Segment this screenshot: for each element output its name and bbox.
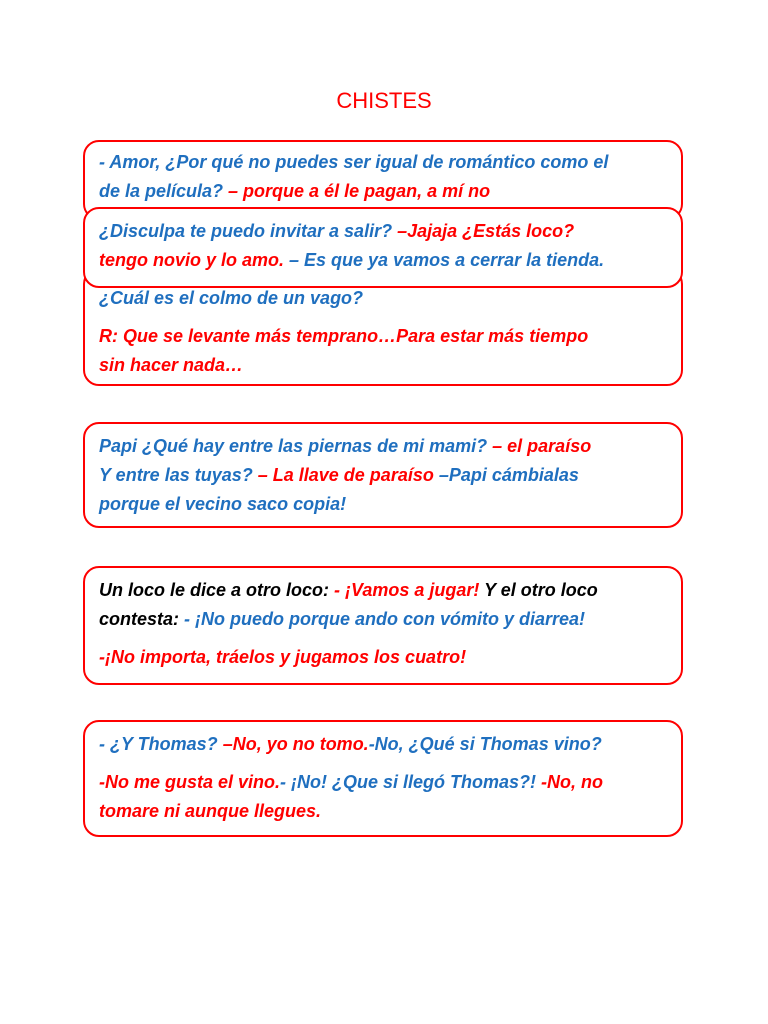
joke-answer: – el paraíso <box>487 436 592 456</box>
joke-line <box>99 217 667 246</box>
joke-answer: -No me gusta el vino. <box>99 772 281 792</box>
joke-reply: - ¡No puedo porque ando con vómito y diarrea! <box>179 609 586 629</box>
joke-line <box>99 576 667 605</box>
joke-line <box>99 284 667 313</box>
joke-punchline: –Papi cámbialas <box>433 465 579 485</box>
joke-answer: tomare ni aunque llegues. <box>99 801 322 821</box>
joke-line <box>99 643 667 672</box>
joke-line <box>99 490 667 519</box>
joke-question: ¿Disculpa te puedo invitar a salir? <box>99 221 393 241</box>
joke-punchline: – Es que ya vamos a cerrar la tienda. <box>284 250 605 270</box>
joke-answer: - ¡Vamos a jugar! <box>329 580 480 600</box>
joke-line <box>99 351 667 380</box>
joke-question: ¿Cuál es el colmo de un vago? <box>99 288 364 308</box>
joke-narration: contesta: <box>99 609 180 629</box>
joke-narration: Y el otro loco <box>479 580 598 600</box>
joke-punchline: porque el vecino saco copia! <box>99 494 347 514</box>
joke-line <box>99 177 667 206</box>
joke-line <box>99 461 667 490</box>
joke-answer: R: Que se levante más temprano…Para estar más tiempo <box>99 326 589 346</box>
joke-answer: – La llave de paraíso <box>252 465 434 485</box>
joke-question: Y entre las tuyas? <box>99 465 253 485</box>
joke-line <box>99 246 667 275</box>
joke-answer: tengo novio y lo amo. <box>99 250 285 270</box>
joke-question: Papi ¿Qué hay entre las piernas de mi mami? <box>99 436 488 456</box>
joke-line <box>99 432 667 461</box>
page-title: CHISTES <box>336 88 432 113</box>
joke-line <box>99 730 667 759</box>
joke-answer: -No, no <box>536 772 604 792</box>
joke-text: de la película? <box>99 181 224 201</box>
joke-card-4 <box>83 422 683 528</box>
joke-card-6 <box>83 720 683 837</box>
joke-answer: – porque a él le pagan, a mí no <box>223 181 491 201</box>
joke-question: - ¿Y Thomas? <box>99 734 218 754</box>
joke-answer: –No, yo no tomo. <box>217 734 369 754</box>
joke-line <box>99 148 667 177</box>
joke-text: - Amor, ¿Por qué no puedes ser igual de romántico como el <box>99 152 609 172</box>
joke-reply: -No, ¿Qué si Thomas vino? <box>368 734 602 754</box>
joke-answer: sin hacer nada… <box>99 355 244 375</box>
joke-line <box>99 768 667 797</box>
joke-card-2 <box>83 207 683 288</box>
joke-narration: Un loco le dice a otro loco: <box>99 580 330 600</box>
joke-reply: - ¡No! ¿Que si llegó Thomas?! <box>280 772 537 792</box>
joke-line <box>99 322 667 351</box>
joke-punchline: -¡No importa, tráelos y jugamos los cuatro! <box>99 647 467 667</box>
joke-answer: –Jajaja ¿Estás loco? <box>392 221 575 241</box>
joke-line <box>99 605 667 634</box>
joke-card-5 <box>83 566 683 685</box>
joke-line <box>99 797 667 826</box>
